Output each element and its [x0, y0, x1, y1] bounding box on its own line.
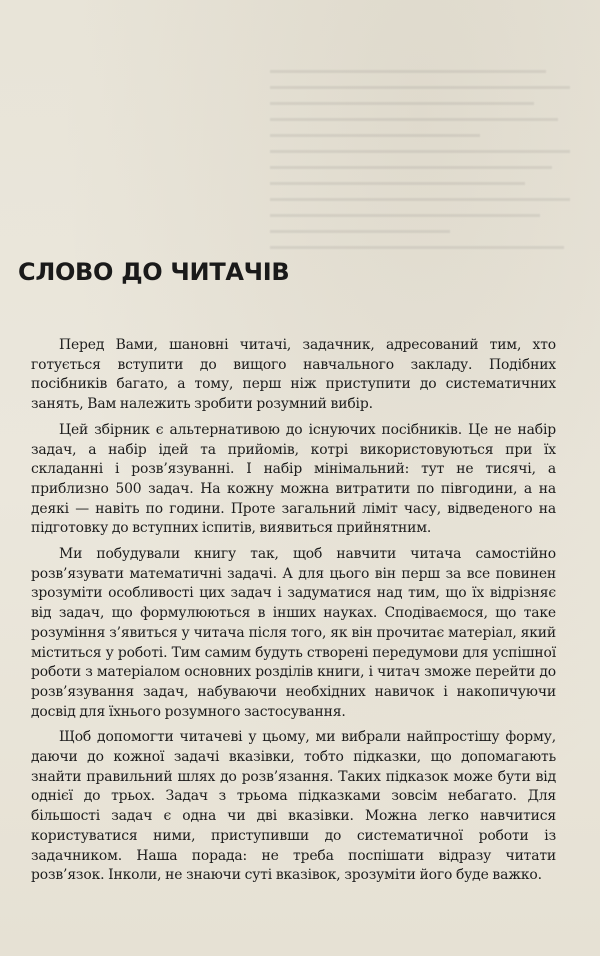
body-text — [31, 336, 556, 892]
paragraph-3: Ми побудували книгу так, щоб навчити читача самостійно розв’язувати математичні задачі. А для цього він перш за все повинен зрозуміти особливості цих задач і задуматися над тим, що їх відрізняє від задач, що формулюються в інших науках. Сподіваємося, що таке розуміння з’явиться у читача після того, як він прочитає матеріал, який міститься у роботі. Тим самим будуть створені передумови для успішної роботи з матеріалом основних розділів книги, і читач зможе перейти до розв’язування задач, набуваючи необхідних навичок і накопичуючи досвід для їхнього розумного застосування. — [31, 546, 556, 720]
paragraph-2: Цей збірник є альтернативою до існуючих посібників. Це не набір задач, а набір ідей та прийомів, котрі використовуються при їх складанні і розв’язуванні. І набір мінімальний: тут не тисячі, а приблизно 500 задач. На кожну можна витратити по півгодини, а на деякі — навіть по години. Проте загальний ліміт часу, відведеного на підготовку до вступних іспитів, виявиться прийнятним. — [31, 421, 556, 537]
paragraph-4: Щоб допомогти читачеві у цьому, ми вибрали найпростішу форму, даючи до кожної задачі вказівки, тобто підказки, що допомагають знайти правильний шлях до розв’язання. Таких підказок може бути від однієї до трьох. Задач з трьома підказками зовсім небагато. Для більшості задач є одна чи дві вказівки. Можна легко навчитися користуватися ними, приступивши до систематичної роботи із задачником. Наша порада: не треба поспішати відразу читати розв’язок. Інколи, не знаючи суті вказівок, зрозуміти його буде важко. — [31, 729, 556, 884]
paragraph-1: Перед Вами, шановні читачі, задачник, адресований тим, хто готується вступити до вищого навчального закладу. Подібних посібників багато, а тому, перш ніж приступити до систематичних занять, Вам належить зробити розумний вибір. — [31, 337, 556, 413]
page-heading: СЛОВО ДО ЧИТАЧІВ — [18, 258, 290, 286]
